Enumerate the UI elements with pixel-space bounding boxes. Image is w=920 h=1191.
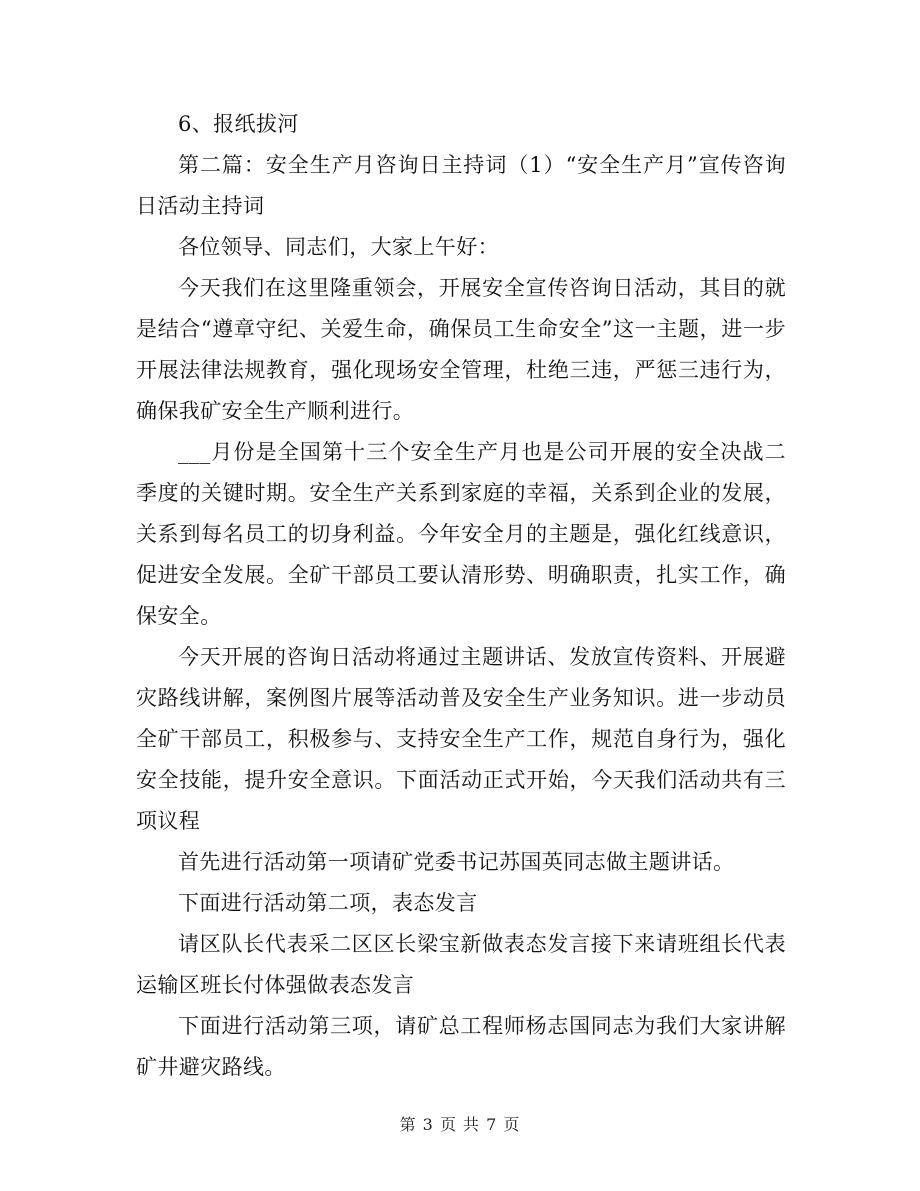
- agenda-item-3: 下面进行活动第三项，请矿总工程师杨志国同志为我们大家讲解矿井避灾路线。: [136, 1014, 786, 1079]
- agenda-item-2: 下面进行活动第二项，表态发言: [178, 891, 478, 915]
- list-item-paper-tug-of-war: 6、报纸拔河: [178, 112, 299, 136]
- greeting-paragraph: 各位领导、同志们，大家上午好：: [178, 235, 499, 259]
- section-heading: 第二篇：安全生产月咨询日主持词（1）“安全生产月”宣传咨询日活动主持词: [136, 153, 786, 218]
- page-number-footer: 第 3 页 共 7 页: [399, 1115, 521, 1134]
- body-paragraph: 今天开展的咨询日活动将通过主题讲话、发放宣传资料、开展避灾路线讲解，案例图片展等活动普及安全生产业务知识。进一步动员全矿干部员工，积极参与、支持安全生产工作，规范自身行为，强化安全技能，提升安全意识。下面活动正式开始，今天我们活动共有三项议程: [136, 645, 786, 833]
- body-paragraph: 今天我们在这里隆重领会，开展安全宣传咨询日活动，其目的就是结合“遵章守纪、关爱生命，确保员工生命安全”这一主题，进一步开展法律法规教育，强化现场安全管理，杜绝三违，严惩三违行为，确保我矿安全生产顺利进行。: [136, 276, 786, 423]
- agenda-item-1: 首先进行活动第一项请矿党委书记苏国英同志做主题讲话。: [178, 850, 735, 874]
- agenda-item-2-detail: 请区队长代表采二区区长梁宝新做表态发言接下来请班组长代表运输区班长付体强做表态发言: [136, 932, 786, 997]
- body-paragraph: ___月份是全国第十三个安全生产月也是公司开展的安全决战二季度的关键时期。安全生产关系到家庭的幸福，关系到企业的发展，关系到每名员工的切身利益。今年安全月的主题是，强化红线意识，促进安全发展。全矿干部员工要认清形势、明确职责，扎实工作，确保安全。: [136, 440, 786, 628]
- document-body: [136, 104, 786, 1088]
